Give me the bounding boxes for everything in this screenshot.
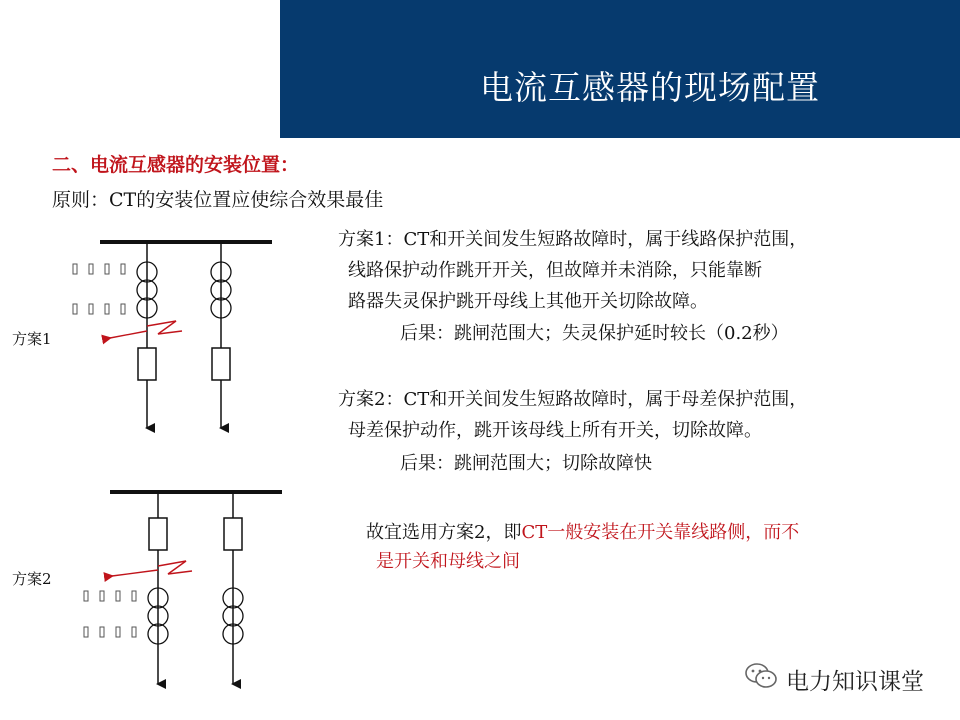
scheme1-line1: 方案1：CT和开关间发生短路故障时，属于线路保护范围， bbox=[338, 229, 808, 250]
scheme1-line3: 路器失灵保护跳开母线上其他开关切除故障。 bbox=[348, 291, 708, 312]
scheme2-diagram bbox=[84, 492, 282, 684]
scheme1-consequence: 后果：跳闸范围大；失灵保护延时较长（0.2秒） bbox=[400, 323, 789, 344]
fault-arrow bbox=[112, 570, 158, 576]
fault-lightning-icon bbox=[147, 321, 182, 334]
scheme1-diagram-label: 方案1 bbox=[12, 330, 52, 348]
scheme1-line2: 线路保护动作跳开开关，但故障并未消除，只能靠断 bbox=[348, 260, 762, 281]
scheme2-consequence: 后果：跳闸范围大；切除故障快 bbox=[400, 453, 652, 474]
wechat-icon bbox=[744, 662, 778, 696]
conclusion-line1 bbox=[366, 517, 799, 548]
scheme2-diagram-label: 方案2 bbox=[12, 570, 52, 588]
glyph-boxes bbox=[84, 591, 136, 637]
scheme2-line2: 母差保护动作，跳开该母线上所有开关，切除故障。 bbox=[348, 420, 762, 441]
page-title: 电流互感器的现场配置 bbox=[480, 68, 820, 107]
principle-text: 原则：CT的安装位置应使综合效果最佳 bbox=[52, 189, 384, 211]
section-heading: 二、电流互感器的安装位置： bbox=[52, 154, 300, 176]
fault-lightning-icon bbox=[158, 561, 192, 574]
watermark-text: 电力知识课堂 bbox=[786, 668, 924, 695]
breaker-box bbox=[149, 518, 167, 550]
breaker-box bbox=[138, 348, 156, 380]
breaker-box bbox=[224, 518, 242, 550]
conclusion-black: 故宜选用方案2，即 bbox=[366, 522, 522, 543]
fault-arrow bbox=[110, 331, 147, 338]
conclusion-red: CT一般安装在开关靠线路侧，而不 bbox=[521, 522, 800, 543]
scheme2-line1: 方案2：CT和开关间发生短路故障时，属于母差保护范围， bbox=[338, 389, 808, 410]
scheme1-diagram bbox=[73, 242, 272, 428]
ct-placement-diagrams bbox=[0, 0, 340, 720]
conclusion-line2: 是开关和母线之间 bbox=[376, 551, 520, 572]
glyph-boxes bbox=[73, 264, 125, 314]
watermark bbox=[744, 662, 924, 696]
breaker-box bbox=[212, 348, 230, 380]
